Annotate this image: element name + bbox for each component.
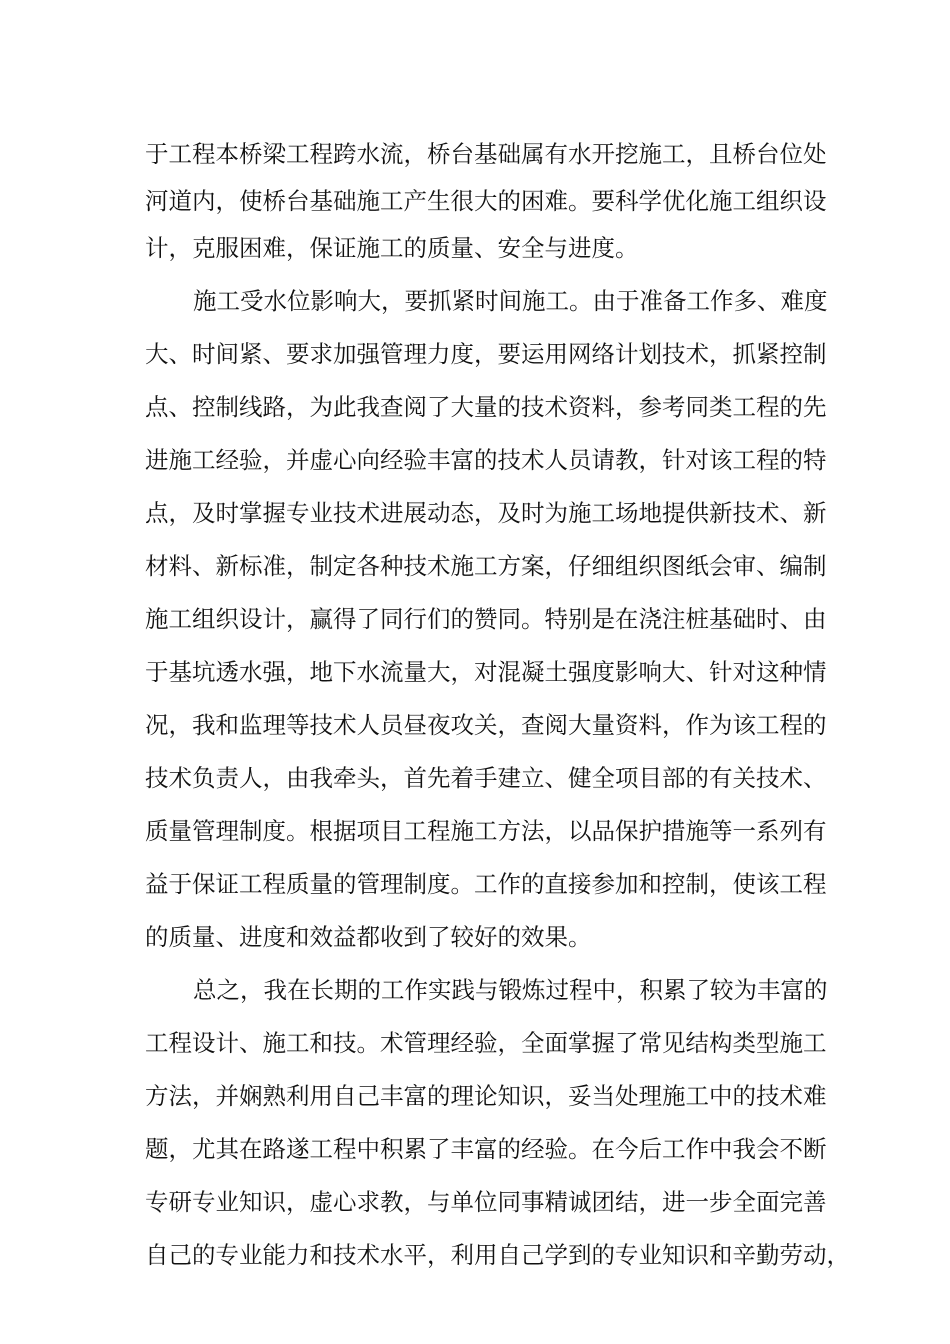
text-line-19: 方法，并娴熟利用自己丰富的理论知识，妥当处理施工中的技术难 (145, 1082, 827, 1110)
text-line-10: 施工组织设计，赢得了同行们的赞同。特别是在浇注桩基础时、由 (145, 605, 827, 633)
text-line-16: 的质量、进度和效益都收到了较好的效果。 (145, 923, 592, 951)
text-line-11: 于基坑透水强，地下水流量大，对混凝土强度影响大、针对这种情 (145, 658, 827, 686)
text-line-2: 河道内，使桥台基础施工产生很大的困难。要科学优化施工组织设 (145, 187, 827, 215)
text-line-7: 进施工经验，并虚心向经验丰富的技术人员请教，针对该工程的特 (145, 446, 827, 474)
text-line-1: 于工程本桥梁工程跨水流，桥台基础属有水开挖施工，且桥台位处 (145, 140, 827, 168)
text-line-22: 自己的专业能力和技术水平，利用自己学到的专业知识和辛勤劳动， (145, 1241, 850, 1269)
text-line-17-para-start: 总之，我在长期的工作实践与锻炼过程中，积累了较为丰富的 (193, 976, 828, 1004)
text-line-5: 大、时间紧、要求加强管理力度，要运用网络计划技术，抓紧控制 (145, 340, 827, 368)
text-line-9: 材料、新标准，制定各种技术施工方案，仔细组织图纸会审、编制 (145, 552, 827, 580)
text-line-18: 工程设计、施工和技。术管理经验，全面掌握了常见结构类型施工 (145, 1029, 827, 1057)
text-line-3: 计，克服困难，保证施工的质量、安全与进度。 (145, 234, 639, 262)
text-line-4-para-start: 施工受水位影响大，要抓紧时间施工。由于准备工作多、难度 (193, 287, 828, 315)
text-line-14: 质量管理制度。根据项目工程施工方法，以品保护措施等一系列有 (145, 817, 827, 845)
text-line-12: 况，我和监理等技术人员昼夜攻关，查阅大量资料，作为该工程的 (145, 711, 827, 739)
text-line-20: 题，尤其在路遂工程中积累了丰富的经验。在今后工作中我会不断 (145, 1135, 827, 1163)
text-line-8: 点，及时掌握专业技术进展动态，及时为施工场地提供新技术、新 (145, 499, 827, 527)
text-line-6: 点、控制线路，为此我查阅了大量的技术资料，参考同类工程的先 (145, 393, 827, 421)
text-line-21: 专研专业知识，虚心求教，与单位同事精诚团结，进一步全面完善 (145, 1188, 827, 1216)
text-line-13: 技术负责人，由我牵头，首先着手建立、健全项目部的有关技术、 (145, 764, 827, 792)
text-line-15: 益于保证工程质量的管理制度。工作的直接参加和控制，使该工程 (145, 870, 827, 898)
